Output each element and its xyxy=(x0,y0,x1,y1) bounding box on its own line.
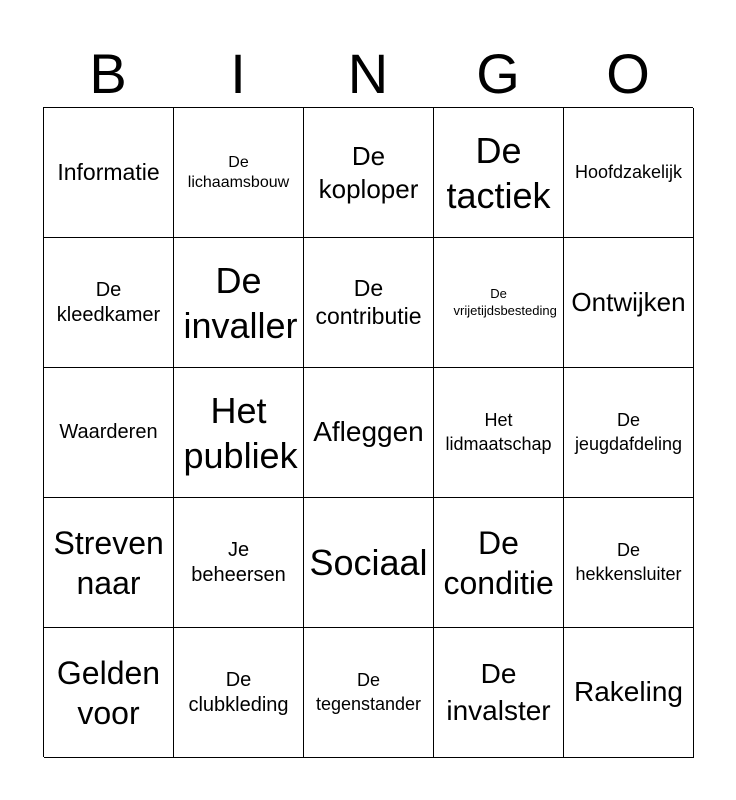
cell-label: Rakeling xyxy=(574,676,683,708)
bingo-cell[interactable] xyxy=(44,368,174,498)
bingo-cell[interactable] xyxy=(564,238,694,368)
bingo-cell[interactable] xyxy=(304,368,434,498)
cell-label: Het publiek xyxy=(183,389,298,476)
cell-label: De tegenstander xyxy=(315,670,422,714)
cell-label: De lichaamsbouw xyxy=(187,154,290,191)
cell-label: De contributie xyxy=(315,274,422,329)
cell-label: Informatie xyxy=(57,158,160,185)
bingo-card xyxy=(43,107,693,757)
cell-label: De conditie xyxy=(443,524,554,601)
bingo-cell[interactable] xyxy=(44,628,174,758)
cell-label: De hekkensluiter xyxy=(575,540,682,584)
bingo-cell[interactable] xyxy=(304,628,434,758)
cell-label: De kleedkamer xyxy=(56,278,161,326)
bingo-cell[interactable] xyxy=(434,108,564,238)
bingo-cell[interactable] xyxy=(564,108,694,238)
bingo-cell[interactable] xyxy=(174,368,304,498)
cell-label: Gelden voor xyxy=(56,654,161,731)
bingo-cell[interactable] xyxy=(44,108,174,238)
bingo-cell[interactable] xyxy=(174,498,304,628)
bingo-cell[interactable] xyxy=(174,238,304,368)
bingo-cell[interactable] xyxy=(434,238,564,368)
bingo-cell[interactable] xyxy=(434,628,564,758)
bingo-cell[interactable] xyxy=(174,108,304,238)
bingo-cell[interactable] xyxy=(434,498,564,628)
bingo-header xyxy=(43,40,693,108)
cell-label: De tactiek xyxy=(446,129,551,216)
bingo-cell[interactable] xyxy=(564,368,694,498)
cell-label: Hoofdzakelijk xyxy=(574,161,683,182)
bingo-cell[interactable] xyxy=(304,498,434,628)
cell-label: De clubkleding xyxy=(188,668,289,716)
cell-label: Waarderen xyxy=(59,421,158,443)
cell-label: Streven naar xyxy=(53,524,164,601)
header-letter-o: O xyxy=(606,42,650,105)
bingo-cell[interactable] xyxy=(564,628,694,758)
header-letter-b: B xyxy=(89,42,127,105)
cell-label: Je beheersen xyxy=(191,538,286,586)
cell-label: Afleggen xyxy=(313,416,424,448)
header-letter-i: I xyxy=(230,42,246,105)
header-letter-g: G xyxy=(476,42,520,105)
bingo-cell[interactable] xyxy=(44,238,174,368)
cell-label: De vrijetijdsbesteding xyxy=(453,286,557,318)
bingo-cell[interactable] xyxy=(434,368,564,498)
cell-label: De koploper xyxy=(318,141,419,204)
bingo-cell[interactable] xyxy=(174,628,304,758)
cell-label: Sociaal xyxy=(309,542,428,583)
cell-label: De jeugdafdeling xyxy=(574,410,683,454)
bingo-cell[interactable] xyxy=(44,498,174,628)
bingo-cell[interactable] xyxy=(304,238,434,368)
cell-label: De invaller xyxy=(183,259,298,346)
cell-label: De invalster xyxy=(446,658,551,726)
cell-label: Het lidmaatschap xyxy=(445,410,552,454)
bingo-cell[interactable] xyxy=(304,108,434,238)
header-letter-n: N xyxy=(347,42,389,105)
cell-label: Ontwijken xyxy=(571,287,686,318)
bingo-cell[interactable] xyxy=(564,498,694,628)
